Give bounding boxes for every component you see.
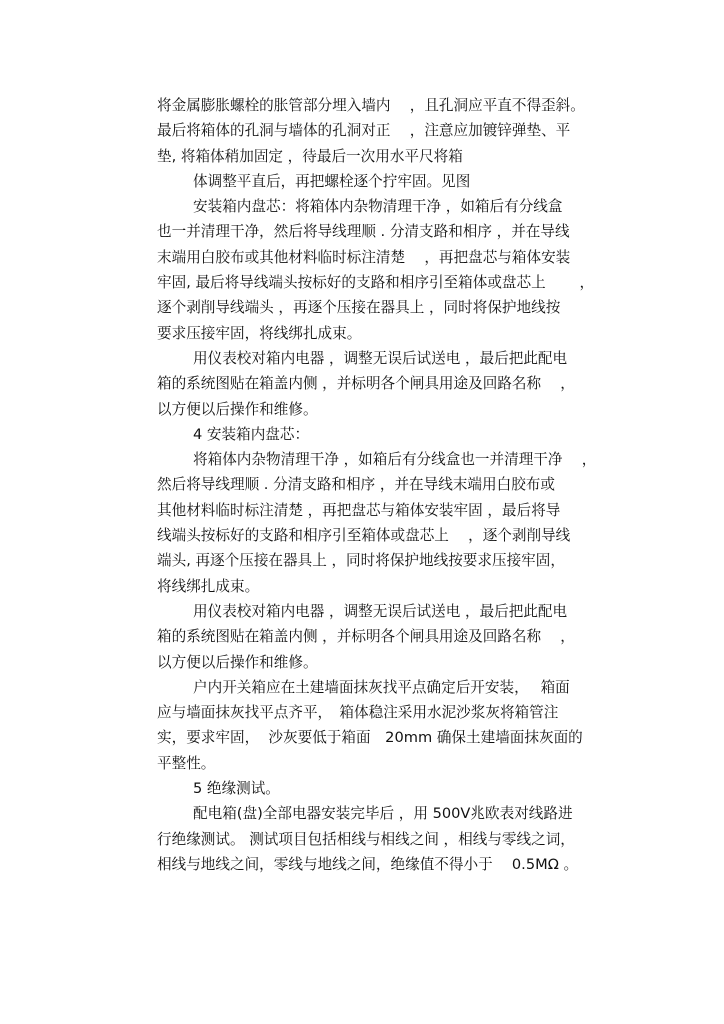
text-line: 将金属膨胀螺栓的胀管部分埋入墙内 ，且孔洞应平直不得歪斜。	[157, 97, 585, 114]
text-line: 线端头按标好的支路和相序引至箱体或盘芯上 ，逐个剥削导线	[157, 527, 571, 545]
text-line: 实，要求牢固， 沙灰要低于箱面 20mm 确保土建墙面抹灰面的	[157, 729, 583, 747]
text-line: 将箱体内杂物清理干净 ，如箱后有分线盒也一并清理干净 ，	[193, 451, 597, 469]
text-line: 安装箱内盘芯：将箱体内杂物清理干净 ，如箱后有分线盒	[193, 198, 563, 216]
text-line: 端头, 再逐个压接在器具上 ，同时将保护地线按要求压接牢固，	[157, 552, 565, 570]
text-line: 相线与地线之间，零线与地线之间，绝缘值不得小于 0.5MΩ 。	[157, 855, 579, 873]
text-line: 以方便以后操作和维修。	[157, 400, 318, 418]
text-line: 平整性。	[157, 754, 216, 772]
text-line: 行绝缘测试。 测试项目包括相线与相线之间 ，相线与零线之词，	[157, 830, 575, 848]
text-line: 将线绑扎成束。	[157, 577, 260, 595]
text-line: 4 安装箱内盘芯：	[193, 425, 310, 443]
text-line: 逐个剥削导线端头 ，再逐个压接在器具上 ，同时将保护地线按	[157, 299, 561, 317]
text-line: 配电箱(盘)全部电器安装完毕后 ，用 500V兆欧表对线路进	[193, 805, 573, 823]
text-line: 5 绝缘测试。	[193, 780, 280, 798]
text-line: 箱的系统图贴在箱盖内侧 ，并标明各个闸具用途及回路名称 ，	[157, 375, 575, 393]
text-line: 也一并清理干净，然后将导线理顺 . 分清支路和相序 ，并在导线	[157, 223, 570, 241]
text-line: 以方便以后操作和维修。	[157, 653, 318, 671]
text-line: 然后将导线理顺 . 分清支路和相序 ，并在导线末端用白胶布或	[157, 476, 555, 494]
text-line: 垫, 将箱体稍加固定 ，待最后一次用水平尺将箱	[157, 147, 463, 165]
text-line: 末端用白胶布或其他材料临时标注清楚 ，再把盘芯与箱体安装	[157, 248, 571, 266]
text-line: 牢固, 最后将导线端头按标好的支路和相序引至箱体或盘芯上 ，	[157, 274, 595, 292]
text-line: 户内开关箱应在土建墙面抹灰找平点确定后开安装， 箱面	[193, 678, 570, 696]
text-line: 用仪表校对箱内电器 ，调整无误后试送电 ，最后把此配电	[193, 602, 568, 620]
text-line: 应与墙面抹灰找平点齐平， 箱体稳注采用水泥沙浆灰将箱管注	[157, 704, 559, 722]
document-body	[157, 93, 617, 877]
text-line: 体调整平直后，再把螺栓逐个拧牢固。见图	[193, 172, 471, 190]
text-line: 用仪表校对箱内电器 ，调整无误后试送电 ，最后把此配电	[193, 349, 568, 367]
text-line: 最后将箱体的孔洞与墙体的孔洞对正 ，注意应加镀锌弹垫、平	[157, 122, 571, 140]
text-line: 其他材料临时标注清楚 ，再把盘芯与箱体安装牢固 ，最后将导	[157, 501, 561, 519]
text-line: 要求压接牢固，将线绑扎成束。	[157, 324, 362, 342]
text-line: 箱的系统图贴在箱盖内侧 ，并标明各个闸具用途及回路名称 ，	[157, 628, 575, 646]
